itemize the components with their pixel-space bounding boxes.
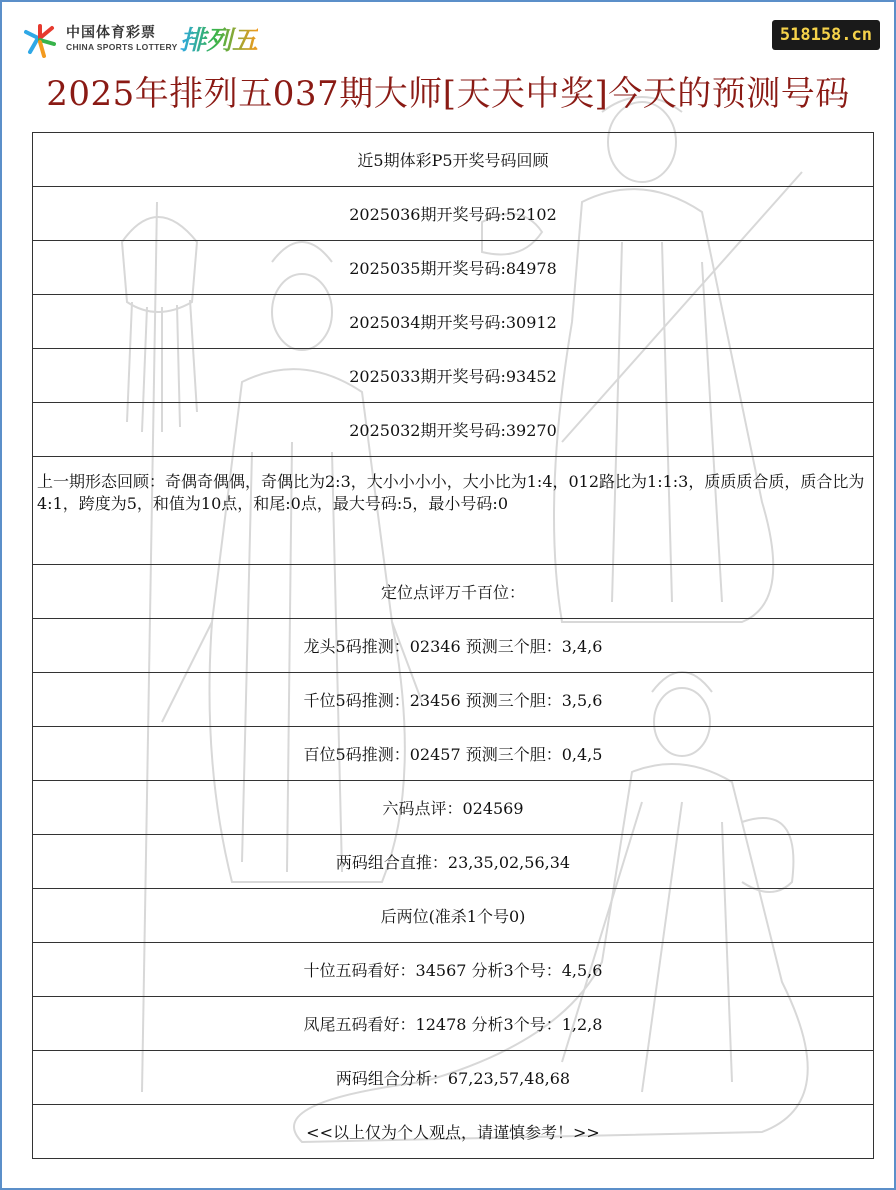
table-row-draw bbox=[33, 403, 873, 457]
row-text: <<以上仅为个人观点，请谨慎参考！>> bbox=[306, 1123, 600, 1142]
table-row-draw bbox=[33, 187, 873, 241]
row-text: 两码组合分析：67,23,57,48,68 bbox=[335, 1069, 571, 1088]
table-row-disclaimer bbox=[33, 1105, 873, 1159]
table-row-last-two-heading bbox=[33, 889, 873, 943]
table-row-prediction bbox=[33, 997, 873, 1051]
table-row-prediction bbox=[33, 619, 873, 673]
lottery-star-icon bbox=[22, 22, 58, 58]
table-row-pattern-review bbox=[33, 457, 873, 565]
table-row-draw bbox=[33, 241, 873, 295]
row-text: 后两位(准杀1个号0) bbox=[380, 907, 526, 926]
page-title: 2025年排列五037期大师[天天中奖]今天的预测号码 bbox=[46, 74, 850, 114]
row-text: 2025035期开奖号码:84978 bbox=[349, 259, 557, 278]
header bbox=[2, 2, 894, 130]
table-row-draw bbox=[33, 349, 873, 403]
logo-game-name: 排列五 bbox=[180, 20, 258, 57]
row-text: 两码组合直推：23,35,02,56,34 bbox=[335, 853, 571, 872]
row-text: 十位五码看好：34567 分析3个号：4,5,6 bbox=[303, 961, 603, 980]
table-row-prediction bbox=[33, 835, 873, 889]
prediction-table bbox=[32, 132, 874, 1159]
table-row-prediction bbox=[33, 1051, 873, 1105]
row-text: 百位5码推测：02457 预测三个胆：0,4,5 bbox=[303, 745, 603, 764]
row-text: 2025034期开奖号码:30912 bbox=[349, 313, 557, 332]
logo-en-text: CHINA SPORTS LOTTERY bbox=[66, 42, 178, 52]
row-text: 六码点评：024569 bbox=[382, 799, 524, 818]
row-text: 2025033期开奖号码:93452 bbox=[349, 367, 557, 386]
table-row-draw bbox=[33, 295, 873, 349]
row-text: 上一期形态回顾：奇偶奇偶偶，奇偶比为2:3，大小小小小，大小比为1:4，012路比为1:1:3，质质质合质，质合比为4:1，跨度为5，和值为10点，和尾:0点，最大号码:5，最小号码:0 bbox=[37, 472, 865, 513]
row-text: 近5期体彩P5开奖号码回顾 bbox=[357, 151, 549, 170]
table-row-position-heading bbox=[33, 565, 873, 619]
lottery-logo bbox=[22, 20, 282, 60]
logo-cn-text: 中国体育彩票 bbox=[66, 25, 156, 41]
row-text: 凤尾五码看好：12478 分析3个号：1,2,8 bbox=[303, 1015, 603, 1034]
row-text: 2025032期开奖号码:39270 bbox=[349, 421, 557, 440]
row-text: 龙头5码推测：02346 预测三个胆：3,4,6 bbox=[303, 637, 603, 656]
table-row-prediction bbox=[33, 727, 873, 781]
row-text: 定位点评万千百位： bbox=[380, 583, 525, 602]
row-text: 2025036期开奖号码:52102 bbox=[349, 205, 557, 224]
table-row-history-heading bbox=[33, 133, 873, 187]
row-text: 千位5码推测：23456 预测三个胆：3,5,6 bbox=[303, 691, 603, 710]
table-row-prediction bbox=[33, 943, 873, 997]
table-row-prediction bbox=[33, 781, 873, 835]
table-row-prediction bbox=[33, 673, 873, 727]
site-badge-link[interactable]: 518158.cn bbox=[772, 20, 880, 50]
